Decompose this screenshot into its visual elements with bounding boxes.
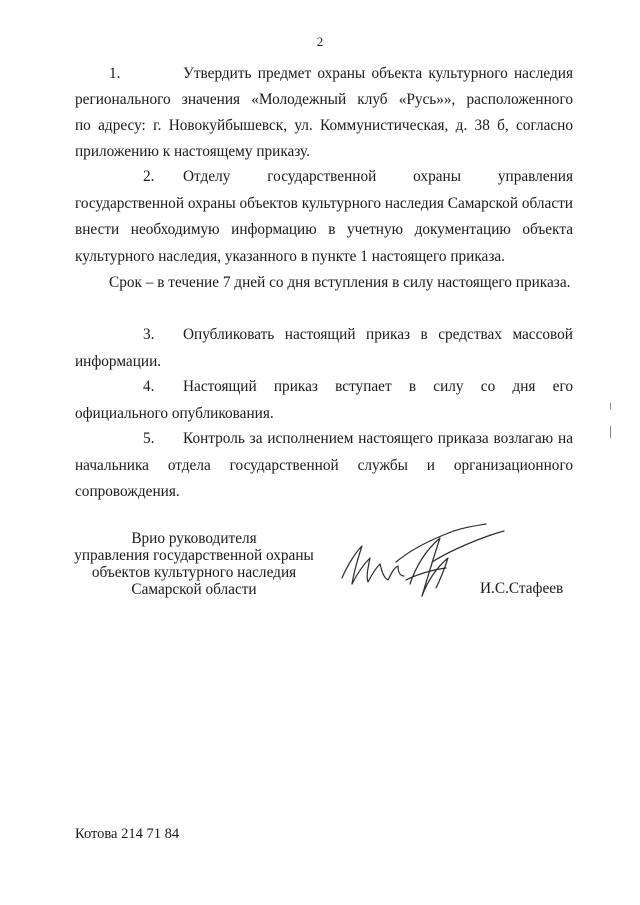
scan-speck [610,426,611,438]
item-5-number: 5. [143,430,155,447]
signatory-position [70,530,318,598]
signatory-position-line: управления государственной охраны [74,547,314,564]
item-5 [75,426,573,506]
item-1-line-1: 1. Утвердить предмет охраны объекта культурного наследия [109,65,573,82]
item-3 [75,322,573,375]
item-2 [75,164,573,270]
deadline-paragraph: Срок – в течение 7 дней со дня вступления в силу настоящего приказа. [109,274,571,291]
item-4 [75,374,573,427]
item-5-text: Контроль за исполнением настоящего приказа возлагаю на начальника отдела государственной службы и организационного сопровождения. [75,430,573,500]
signatory-name: И.С.Стафеев [480,580,564,597]
signatory-position-line: объектов культурного наследия [91,564,297,581]
item-1-line-3: по адресу: г. Новокуйбышевск, ул. Коммунистическая, д. 38 б, согласно [75,117,573,134]
item-3-text: Опубликовать настоящий приказ в средствах массовой информации. [75,326,573,370]
signatory-position-line: Самарской области [131,581,257,598]
item-1-line-2: регионального значения «Молодежный клуб «Русь»», расположенного [75,91,573,108]
item-4-text: Настоящий приказ вступает в силу со дня его официального опубликования. [75,378,573,422]
item-1-line-4: приложению к настоящему приказу. [75,143,310,160]
scan-speck [610,403,611,409]
item-3-number: 3. [143,326,155,343]
item-4-number: 4. [143,378,155,395]
item-1-number: 1. [109,65,121,82]
signatory-position-line: Врио руководителя [131,530,257,547]
footer-contact: Котова 214 71 84 [75,826,180,842]
page-number: 2 [316,34,324,49]
item-2-number: 2. [143,168,155,185]
item-2-text: Отделу государственной охраны управления государственной охраны объектов культурного наследия Самарской области внести необходимую информацию в учетную документацию объекта культурного наследия, указанного в пункте 1 настоящего приказа. [75,168,573,265]
